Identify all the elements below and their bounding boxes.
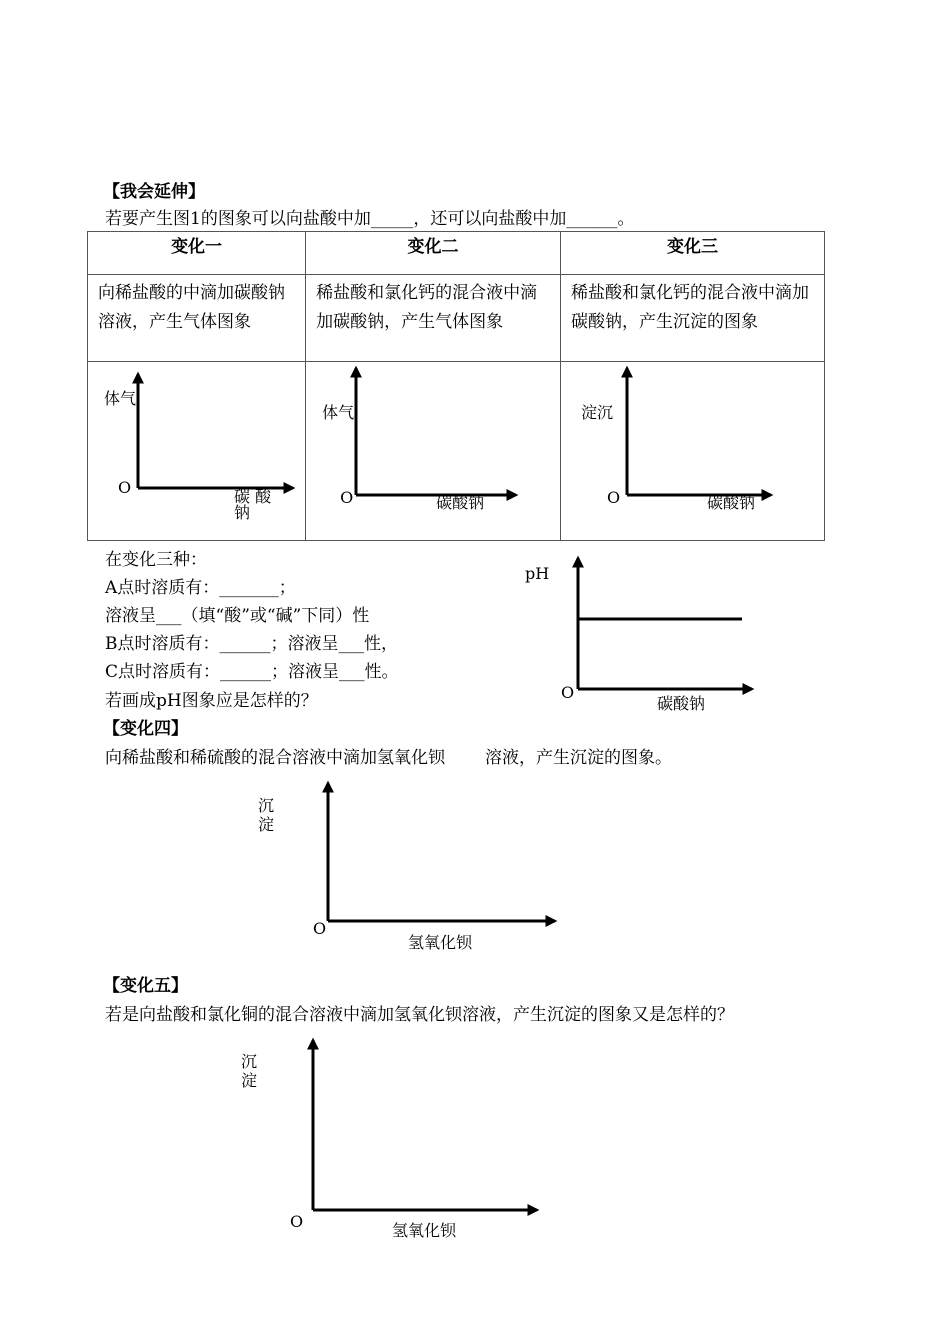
change5-graph-ylabel: 沉淀 <box>241 1052 258 1090</box>
header-change-1: 变化一 <box>88 232 306 275</box>
graph-cell-change-2 <box>306 362 561 541</box>
change3-point-c: C点时溶质有：______；溶液呈___性。 <box>105 662 399 682</box>
extend-question: 若要产生图1的图象可以向盐酸中加_____，还可以向盐酸中加______。 <box>105 209 635 229</box>
graph1-ylabel: 体气 <box>104 389 137 408</box>
graph3-ylabel: 淀沉 <box>580 403 613 422</box>
graph2-xlabel: 碳酸钠 <box>436 493 485 512</box>
description-change-1: 向稀盐酸的中滴加碳酸钠溶液，产生气体图象 <box>98 283 285 332</box>
header-change-2: 变化二 <box>306 232 561 275</box>
ph-graph-ylabel: pH <box>525 564 550 583</box>
header-change-3: 变化三 <box>560 232 824 275</box>
graph1-xlabel-line2: 钠 <box>234 503 251 522</box>
change3-point-a-nature: 溶液呈___（填“酸”或“碱”下同）性 <box>105 606 370 626</box>
change5-text: 若是向盐酸和氯化铜的混合溶液中滴加氢氧化钡溶液，产生沉淀的图象又是怎样的？ <box>105 1005 734 1025</box>
change5-graph-xlabel: 氢氧化钡 <box>392 1221 457 1240</box>
change4-graph-xlabel: 氢氧化钡 <box>408 933 473 952</box>
change3-intro: 在变化三种： <box>105 550 207 570</box>
graph1-xlabel: 碳 酸 <box>234 487 272 506</box>
comparison-table <box>87 231 825 541</box>
axes-graph-3 <box>561 362 806 540</box>
axes-graph-2 <box>306 362 551 540</box>
description-change-2: 稀盐酸和氯化钙的混合液中滴加碳酸钠，产生气体图象 <box>316 283 538 332</box>
graph2-origin: O <box>340 488 354 507</box>
graph3-origin: O <box>606 488 621 507</box>
change4-graph-origin: O <box>313 919 327 938</box>
change3-ph-question: 若画成pH图象应是怎样的？ <box>105 691 318 711</box>
change5-graph <box>285 1032 555 1222</box>
graph-cell-change-3 <box>560 362 824 541</box>
section-heading-extend: 【我会延伸】 <box>103 182 205 202</box>
graph3-xlabel: 碳酸钠 <box>706 493 755 512</box>
graph2-ylabel: 体气 <box>322 403 355 422</box>
change5-graph-origin: O <box>290 1212 304 1231</box>
change4-text-a: 向稀盐酸和稀硫酸的混合溶液中滴加氢氧化钡 <box>105 748 445 768</box>
section-heading-change4: 【变化四】 <box>103 719 188 739</box>
ph-graph-origin: O <box>561 683 575 702</box>
change4-text-b: 溶液，产生沉淀的图象。 <box>485 748 672 768</box>
change3-point-b: B点时溶质有：______；溶液呈___性， <box>105 634 398 654</box>
graph1-origin: O <box>118 478 132 497</box>
graph-cell-change-1 <box>88 362 306 541</box>
description-change-3: 稀盐酸和氯化钙的混合液中滴加碳酸钠，产生沉淀的图象 <box>570 283 809 332</box>
section-heading-change5: 【变化五】 <box>103 976 188 996</box>
ph-graph <box>540 550 760 700</box>
change4-graph <box>300 775 570 935</box>
change3-point-a: A点时溶质有：_______； <box>105 578 296 598</box>
change4-graph-ylabel: 沉淀 <box>258 796 275 834</box>
ph-graph-xlabel: 碳酸钠 <box>657 694 706 713</box>
